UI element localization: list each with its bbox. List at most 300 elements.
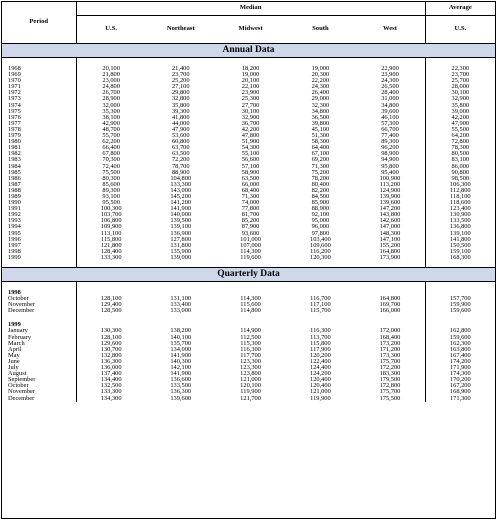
row-value: 31,000 [355, 96, 425, 102]
row-value: 66,400 [102, 144, 120, 152]
row-value: 106,300 [449, 180, 471, 188]
row-value: 23,700 [171, 71, 190, 79]
row-value: 42,900 [102, 119, 120, 127]
row-value: 55,100 [241, 150, 260, 158]
row-period: 1998 [2, 249, 76, 255]
col-header-average-us: U.S. [454, 25, 467, 33]
row-value: 35,800 [451, 101, 470, 109]
row-value: 80,500 [451, 150, 470, 158]
row-value: 97,800 [311, 229, 330, 237]
row-value: 147,000 [355, 224, 425, 230]
row-value: 141,200 [170, 199, 192, 207]
row-value: 25,200 [171, 77, 190, 85]
row-value: 133,300 [170, 180, 192, 188]
period-header: Period [2, 2, 76, 44]
row-period: 1975 [2, 109, 76, 115]
row-value: 141,900 [170, 370, 192, 378]
row-value: 172,800 [355, 383, 425, 389]
row-value: 98,900 [355, 151, 425, 157]
row-value: 145,200 [170, 192, 192, 200]
row-value: 113,700 [310, 333, 331, 341]
row-value: 128,100 [100, 333, 122, 341]
row-period: December [2, 308, 76, 314]
row-value: 89,300 [355, 139, 425, 145]
row-value: 34,800 [355, 103, 425, 109]
row-value: 128,500 [100, 307, 122, 315]
row-value: 143,000 [170, 186, 192, 194]
row-value: 104,800 [170, 174, 192, 182]
row-period: April [2, 347, 76, 353]
row-value: 132,800 [100, 351, 122, 359]
row-value: 78,700 [171, 162, 190, 170]
row-value: 130,300 [100, 327, 122, 335]
row-value: 115,800 [100, 235, 122, 243]
row-value: 121,800 [100, 241, 122, 249]
row-value: 57,300 [355, 121, 425, 127]
row-value: 72,800 [451, 138, 470, 146]
row-value: 77,400 [355, 133, 425, 139]
row-value: 139,500 [170, 217, 192, 225]
row-value: 23,900 [355, 72, 425, 78]
row-value: 117,900 [310, 345, 331, 353]
year-label-1998: 1998 [2, 290, 76, 296]
row-value: 51,300 [311, 132, 330, 140]
row-value: 55,500 [451, 125, 470, 133]
row-value: 148,300 [355, 231, 425, 237]
row-value: 66,700 [355, 127, 425, 133]
row-value: 92,100 [311, 211, 330, 219]
row-value: 69,200 [311, 156, 330, 164]
row-value: 39,000 [451, 107, 470, 115]
row-value: 134,300 [100, 394, 122, 402]
row-value: 129,600 [100, 339, 122, 347]
row-value: 96,200 [355, 145, 425, 151]
row-value: 25,700 [451, 77, 470, 85]
row-value: 30,100 [451, 89, 470, 97]
row-value: 137,400 [100, 370, 122, 378]
row-value: 139,100 [449, 229, 471, 237]
row-value: 20,100 [102, 65, 120, 72]
row-period: 1968 [2, 66, 76, 72]
row-value: 30,100 [241, 107, 260, 115]
row-value: 169,700 [355, 302, 425, 308]
row-period: May [2, 353, 76, 359]
row-period: November [2, 302, 76, 308]
row-value: 106,800 [100, 217, 122, 225]
row-value: 171,300 [449, 394, 471, 402]
section-annual-data: Annual Data [2, 44, 495, 58]
row-value: 113,200 [355, 182, 425, 188]
row-value: 24,800 [102, 83, 120, 91]
row-period: 1982 [2, 151, 76, 157]
row-value: 159,100 [449, 247, 471, 255]
row-value: 88,900 [311, 205, 330, 213]
row-value: 95,400 [355, 170, 425, 176]
row-value: 163,800 [449, 345, 471, 353]
row-value: 175,500 [355, 396, 425, 402]
row-value: 112,500 [240, 333, 261, 341]
row-value: 87,900 [241, 223, 260, 231]
row-value: 116,300 [310, 327, 331, 335]
row-value: 28,400 [355, 90, 425, 96]
row-period: 1985 [2, 170, 76, 176]
row-value: 107,000 [240, 241, 261, 249]
col-header-west: West [355, 16, 425, 44]
row-value: 63,500 [241, 174, 260, 182]
row-period: October [2, 296, 76, 302]
row-value: 90,800 [451, 168, 470, 176]
row-period: August [2, 371, 76, 377]
row-value: 67,800 [102, 150, 120, 158]
row-value: 117,700 [240, 351, 261, 359]
row-value: 93,100 [102, 192, 120, 200]
row-value: 35,300 [102, 107, 120, 115]
row-value: 27,100 [171, 83, 190, 91]
row-value: 47,900 [451, 119, 470, 127]
row-period: March [2, 341, 76, 347]
row-value: 29,800 [171, 89, 190, 97]
row-value: 136,000 [100, 364, 122, 372]
row-period: 1974 [2, 103, 76, 109]
row-value: 55,700 [102, 132, 120, 140]
row-value: 41,800 [171, 113, 190, 121]
row-value: 39,300 [171, 107, 190, 115]
col-header-us: U.S. [105, 25, 118, 33]
row-value: 32,000 [102, 101, 120, 109]
home-price-table [2, 2, 495, 402]
row-value: 63,700 [171, 144, 190, 152]
row-value: 56,600 [241, 156, 260, 164]
row-value: 109,900 [100, 223, 122, 231]
row-value: 120,400 [310, 382, 331, 390]
row-value: 120,100 [240, 382, 261, 390]
row-value: 78,300 [451, 144, 470, 152]
row-value: 74,000 [241, 199, 260, 207]
section-quarterly-data: Quarterly Data [2, 268, 495, 282]
row-value: 85,200 [241, 217, 260, 225]
row-value: 82,200 [311, 186, 330, 194]
row-value: 183,300 [355, 371, 425, 377]
row-period: February [2, 335, 76, 341]
row-value: 124,200 [310, 370, 331, 378]
row-value: 128,100 [100, 295, 122, 303]
row-period: 1992 [2, 212, 76, 218]
row-value: 170,200 [449, 376, 471, 384]
row-period: 1991 [2, 206, 76, 212]
row-value: 93,600 [241, 229, 260, 237]
row-value: 167,200 [449, 382, 471, 390]
row-value: 23,700 [451, 71, 470, 79]
row-value: 155,200 [355, 243, 425, 249]
row-value: 101,000 [240, 235, 261, 243]
row-value: 150,500 [449, 241, 471, 249]
row-value: 26,500 [355, 84, 425, 90]
data-table-frame [1, 1, 496, 519]
row-value: 123,300 [240, 357, 261, 365]
row-value: 120,400 [310, 376, 331, 384]
row-value: 86,000 [451, 162, 470, 170]
row-value: 88,900 [171, 168, 190, 176]
row-value: 131,800 [170, 241, 192, 249]
row-value: 116,700 [310, 295, 331, 303]
row-value: 71,300 [311, 162, 330, 170]
row-period: 1986 [2, 176, 76, 182]
row-value: 109,600 [310, 241, 331, 249]
row-value: 122,400 [310, 357, 331, 365]
row-value: 34,800 [311, 107, 330, 115]
row-period: 1980 [2, 139, 76, 145]
row-value: 133,400 [170, 301, 192, 309]
row-value: 83,100 [451, 156, 470, 164]
row-value: 58,300 [311, 138, 330, 146]
row-value: 39,800 [311, 119, 330, 127]
row-value: 57,100 [241, 162, 260, 170]
row-value: 46,100 [355, 115, 425, 121]
row-value: 115,700 [310, 307, 331, 315]
row-value: 24,300 [355, 78, 425, 84]
row-value: 140,000 [170, 211, 192, 219]
row-value: 120,200 [310, 351, 331, 359]
row-value: 72,200 [171, 156, 190, 164]
row-period: 1973 [2, 96, 76, 102]
row-value: 179,500 [355, 377, 425, 383]
row-value: 123,400 [449, 205, 471, 213]
row-value: 139,600 [170, 394, 192, 402]
row-period: 1976 [2, 115, 76, 121]
row-value: 175,700 [355, 389, 425, 395]
row-value: 22,200 [311, 77, 330, 85]
row-value: 75,200 [311, 168, 330, 176]
row-value: 162,300 [449, 339, 471, 347]
row-value: 173,200 [355, 341, 425, 347]
row-period: 1989 [2, 194, 76, 200]
row-value: 95,500 [102, 199, 120, 207]
row-value: 168,400 [355, 335, 425, 341]
row-period: October [2, 383, 76, 389]
row-value: 135,700 [170, 339, 192, 347]
row-period: 1983 [2, 157, 76, 163]
row-value: 19,000 [311, 65, 330, 72]
row-value: 26,700 [102, 89, 120, 97]
row-value: 164,800 [355, 296, 425, 302]
row-value: 123,300 [240, 364, 261, 372]
row-value: 141,900 [170, 351, 192, 359]
row-value: 147,100 [355, 237, 425, 243]
row-value: 136,300 [170, 388, 192, 396]
median-header: Median [76, 2, 425, 16]
row-value: 103,400 [310, 235, 331, 243]
row-value: 47,800 [241, 132, 260, 140]
row-value: 44,000 [171, 119, 190, 127]
row-value: 39,600 [355, 109, 425, 115]
row-value: 133,500 [170, 382, 192, 390]
row-period: 1970 [2, 78, 76, 84]
row-value: 95,000 [311, 217, 330, 225]
row-value: 58,900 [241, 168, 260, 176]
row-value: 116,300 [240, 345, 261, 353]
row-value: 142,600 [355, 218, 425, 224]
row-value: 121,700 [240, 394, 261, 402]
row-value: 174,300 [449, 370, 471, 378]
row-value: 124,400 [310, 364, 331, 372]
row-value: 45,100 [311, 125, 330, 133]
row-value: 21,400 [171, 65, 190, 72]
row-value: 119,900 [310, 394, 331, 402]
col-header-south: South [312, 25, 329, 33]
row-value: 119,600 [240, 253, 261, 261]
quarterly-data-body [2, 282, 495, 297]
row-value: 42,200 [241, 125, 260, 133]
row-value: 118,600 [450, 199, 471, 207]
row-value: 35,800 [171, 101, 190, 109]
row-value: 100,900 [355, 176, 425, 182]
row-value: 130,900 [449, 211, 471, 219]
row-value: 167,400 [449, 351, 471, 359]
row-value: 115,600 [240, 301, 261, 309]
row-value: 173,900 [355, 255, 425, 261]
row-value: 64,200 [451, 132, 470, 140]
row-value: 96,000 [311, 223, 330, 231]
row-value: 42,200 [451, 113, 470, 121]
row-value: 80,400 [311, 180, 330, 188]
row-value: 172,200 [355, 365, 425, 371]
row-value: 127,800 [170, 235, 192, 243]
row-value: 142,100 [170, 364, 192, 372]
year-label-1999: 1999 [2, 322, 76, 328]
row-value: 157,700 [449, 295, 471, 303]
row-value: 135,900 [170, 247, 192, 255]
row-value: 119,900 [240, 388, 261, 396]
row-value: 85,600 [102, 180, 120, 188]
row-value: 131,100 [170, 295, 192, 303]
row-value: 81,700 [241, 211, 260, 219]
row-value: 70,300 [102, 156, 120, 164]
col-header-midwest: Midwest [238, 25, 263, 33]
row-value: 18,200 [241, 65, 260, 72]
row-value: 72,400 [102, 162, 120, 170]
annual-data-body [2, 58, 495, 268]
row-value: 36,500 [311, 113, 330, 121]
row-value: 112,800 [450, 186, 471, 194]
row-value: 68,400 [241, 186, 260, 194]
row-value: 89,300 [102, 186, 120, 194]
row-value: 27,700 [241, 101, 260, 109]
row-value: 32,900 [241, 113, 260, 121]
row-period: 1969 [2, 72, 76, 78]
row-value: 75,500 [102, 168, 120, 176]
row-value: 147,200 [355, 206, 425, 212]
row-value: 162,800 [449, 327, 471, 335]
row-period: 1987 [2, 182, 76, 188]
row-value: 171,200 [355, 347, 425, 353]
row-value: 80,300 [102, 174, 120, 182]
row-value: 171,900 [449, 364, 471, 372]
row-period: December [2, 396, 76, 402]
row-value: 128,400 [100, 247, 122, 255]
row-value: 51,900 [241, 138, 260, 146]
row-value: 173,300 [355, 353, 425, 359]
row-value: 140,300 [170, 357, 192, 365]
row-value: 60,800 [171, 138, 190, 146]
row-period: 1972 [2, 90, 76, 96]
row-value: 25,300 [241, 95, 260, 103]
row-value: 117,100 [310, 301, 331, 309]
row-period: September [2, 377, 76, 383]
row-value: 143,800 [355, 212, 425, 218]
row-period: July [2, 365, 76, 371]
row-value: 114,300 [240, 247, 261, 255]
row-value: 67,100 [311, 150, 330, 158]
row-value: 166,000 [355, 308, 425, 314]
row-value: 172,000 [355, 328, 425, 334]
row-value: 133,300 [100, 253, 122, 261]
row-value: 63,500 [171, 150, 190, 158]
row-value: 26,400 [311, 89, 330, 97]
row-value: 134,400 [100, 376, 122, 384]
row-value: 159,600 [449, 307, 471, 315]
row-period: 1999 [2, 255, 76, 261]
row-value: 32,300 [311, 101, 330, 109]
row-value: 174,200 [449, 357, 471, 365]
row-value: 136,600 [170, 376, 192, 384]
row-period: 1981 [2, 145, 76, 151]
row-value: 115,800 [310, 339, 331, 347]
row-period: 1990 [2, 200, 76, 206]
row-value: 28,000 [451, 83, 470, 91]
row-value: 133,000 [170, 307, 192, 315]
table-row [2, 396, 495, 402]
row-value: 136,900 [170, 229, 192, 237]
row-value: 130,700 [100, 345, 122, 353]
row-value: 136,300 [100, 357, 122, 365]
row-value: 23,000 [102, 77, 120, 85]
row-value: 32,800 [171, 95, 190, 103]
row-value: 64,400 [311, 144, 330, 152]
row-period: 1988 [2, 188, 76, 194]
row-value: 118,100 [450, 192, 471, 200]
row-value: 71,300 [241, 192, 260, 200]
row-value: 133,300 [100, 388, 122, 396]
row-value: 84,500 [311, 192, 330, 200]
row-value: 115,300 [240, 339, 261, 347]
row-value: 29,000 [311, 95, 330, 103]
row-value: 114,800 [240, 307, 261, 315]
row-value: 66,000 [241, 180, 260, 188]
row-value: 121,000 [310, 388, 331, 396]
row-value: 85,900 [311, 199, 330, 207]
row-value: 121,000 [240, 376, 261, 384]
row-period: 1995 [2, 231, 76, 237]
row-period: 1971 [2, 84, 76, 90]
row-value: 94,900 [355, 157, 425, 163]
row-value: 114,900 [240, 327, 261, 335]
row-value: 164,800 [355, 249, 425, 255]
row-value: 159,600 [449, 333, 471, 341]
row-value: 168,900 [449, 388, 471, 396]
quarterly-1999-body [2, 328, 495, 401]
row-value: 138,200 [170, 327, 192, 335]
row-period: June [2, 359, 76, 365]
row-value: 123,800 [240, 370, 261, 378]
row-value: 175,700 [355, 359, 425, 365]
row-period: November [2, 389, 76, 395]
row-period: 1977 [2, 121, 76, 127]
row-value: 114,300 [240, 295, 261, 303]
row-value: 38,100 [102, 113, 120, 121]
row-value: 103,700 [100, 211, 122, 219]
row-period: 1979 [2, 133, 76, 139]
row-value: 36,700 [241, 119, 260, 127]
